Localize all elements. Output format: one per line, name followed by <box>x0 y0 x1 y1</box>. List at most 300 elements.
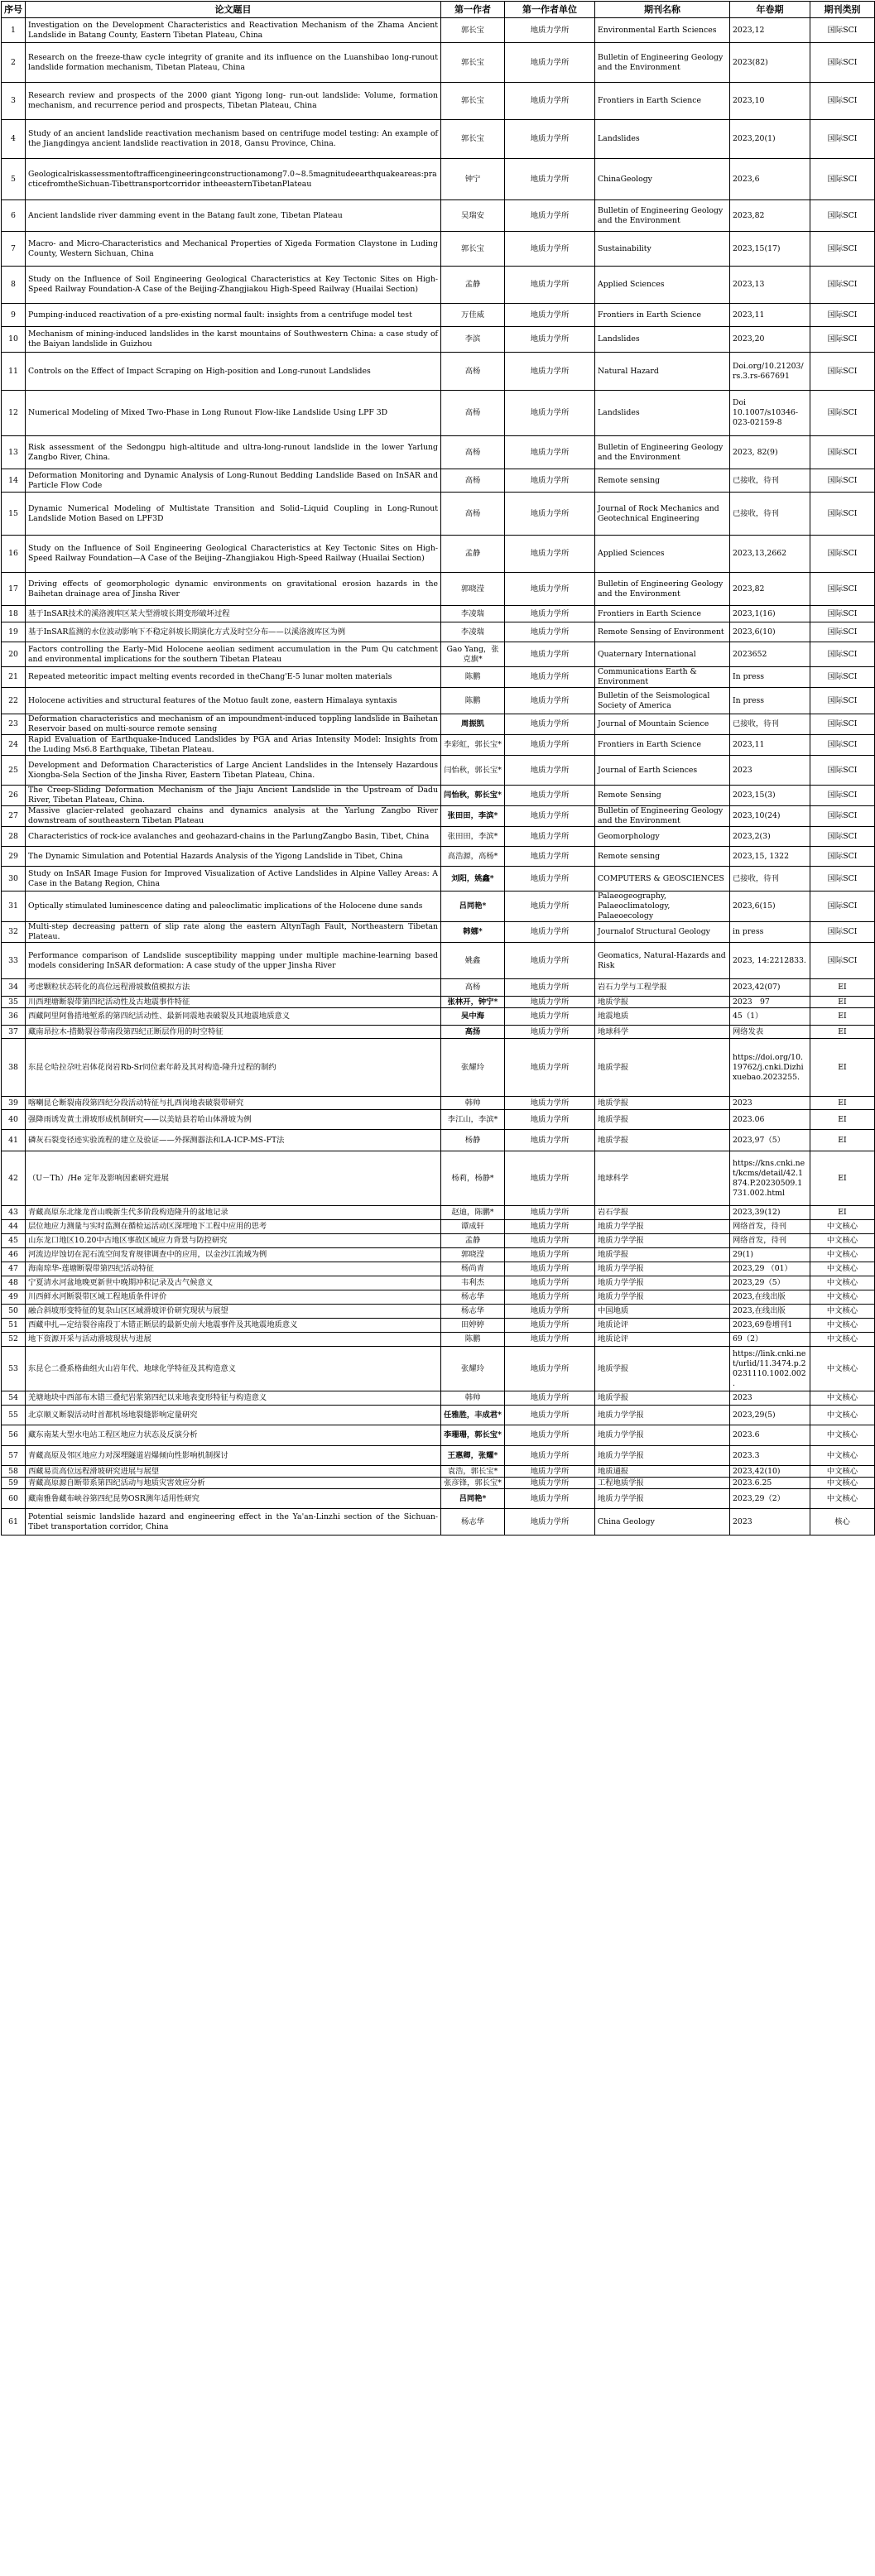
row-number: 48 <box>2 1276 26 1290</box>
author-unit: 地质力学所 <box>505 1478 595 1489</box>
journal-category: 国际SCI <box>810 735 875 756</box>
table-row <box>2 1026 875 1039</box>
journal-name: Bulletin of Engineering Geology and the Environment <box>595 43 730 83</box>
journal-category: 国际SCI <box>810 667 875 688</box>
year-volume: 2023.06 <box>730 1110 810 1130</box>
year-volume: 69（2） <box>730 1333 810 1347</box>
paper-title: Macro- and Micro-Characteristics and Mechanical Properties of Xigeda Formation Claystone in Luding County, Western Sichuan, China <box>26 232 441 267</box>
year-volume: 2023,15(3) <box>730 786 810 806</box>
first-author: 韩帅 <box>441 1097 505 1110</box>
year-volume: 2023,15, 1322 <box>730 847 810 867</box>
author-unit: 地质力学所 <box>505 353 595 391</box>
first-author: 张耀玲 <box>441 1347 505 1391</box>
year-volume: 2023.3 <box>730 1446 810 1466</box>
header-journal: 期刊名称 <box>595 2 730 18</box>
journal-name: 地质学报 <box>595 1039 730 1097</box>
table-row <box>2 667 875 688</box>
author-unit: 地质力学所 <box>505 847 595 867</box>
journal-category: 核心 <box>810 1509 875 1536</box>
author-unit: 地质力学所 <box>505 1509 595 1536</box>
first-author: 杨志华 <box>441 1290 505 1305</box>
paper-title: Dynamic Numerical Modeling of Multistate Transition and Solid–Liquid Coupling in Long-Runout Landslide Motion Based on LPF3D <box>26 493 441 536</box>
table-row <box>2 159 875 200</box>
journal-name: Palaeogeography, Palaeoclimatology, Palaeoecology <box>595 892 730 922</box>
journal-category: EI <box>810 1039 875 1097</box>
journal-category: 中文核心 <box>810 1262 875 1276</box>
first-author: 杨志华 <box>441 1305 505 1319</box>
table-row <box>2 436 875 469</box>
table-row <box>2 847 875 867</box>
first-author: 吕同艳* <box>441 892 505 922</box>
journal-name: 地质通报 <box>595 1466 730 1478</box>
journal-name: Journal of Rock Mechanics and Geotechnical Engineering <box>595 493 730 536</box>
table-row <box>2 493 875 536</box>
first-author: 李滨 <box>441 327 505 353</box>
journal-category: 国际SCI <box>810 327 875 353</box>
row-number: 24 <box>2 735 26 756</box>
paper-title: Ancient landslide river damming event in the Batang fault zone, Tibetan Plateau <box>26 200 441 232</box>
journal-name: Geomorphology <box>595 827 730 847</box>
year-volume: 2023(82) <box>730 43 810 83</box>
journal-category: 国际SCI <box>810 493 875 536</box>
journal-category: EI <box>810 1206 875 1220</box>
journal-name: 地质学报 <box>595 1097 730 1110</box>
journal-name: Applied Sciences <box>595 267 730 304</box>
author-unit: 地质力学所 <box>505 1039 595 1097</box>
paper-title: The Dynamic Simulation and Potential Hazards Analysis of the Yigong Landslide in Tibet, China <box>26 847 441 867</box>
year-volume: 已接收，待刊 <box>730 867 810 892</box>
first-author: 高杨 <box>441 493 505 536</box>
author-unit: 地质力学所 <box>505 1290 595 1305</box>
journal-name: 地质学报 <box>595 1110 730 1130</box>
row-number: 7 <box>2 232 26 267</box>
journal-name: Environmental Earth Sciences <box>595 18 730 43</box>
journal-name: Journal of Earth Sciences <box>595 756 730 786</box>
table-row <box>2 892 875 922</box>
first-author: 高杨 <box>441 436 505 469</box>
year-volume: 网络发表 <box>730 1026 810 1039</box>
table-row <box>2 1039 875 1097</box>
year-volume: 2023,11 <box>730 735 810 756</box>
paper-title: Rapid Evaluation of Earthquake-Induced Landslides by PGA and Arias Intensity Model: Insights from the Luding Ms6.8 Earthquake, Tibetan Plateau. <box>26 735 441 756</box>
journal-name: 地球科学 <box>595 1151 730 1206</box>
year-volume: 2023 <box>730 1509 810 1536</box>
journal-name: 地质学报 <box>595 1248 730 1262</box>
table-row <box>2 304 875 327</box>
publication-table <box>1 1 875 1536</box>
first-author: 钟宁 <box>441 159 505 200</box>
first-author: 郭长宝 <box>441 43 505 83</box>
row-number: 52 <box>2 1333 26 1347</box>
year-volume: 29(1) <box>730 1248 810 1262</box>
author-unit: 地质力学所 <box>505 200 595 232</box>
first-author: 张林开，钟宁* <box>441 997 505 1008</box>
journal-name: Sustainability <box>595 232 730 267</box>
author-unit: 地质力学所 <box>505 1406 595 1425</box>
table-row <box>2 1276 875 1290</box>
author-unit: 地质力学所 <box>505 714 595 735</box>
table-row <box>2 943 875 979</box>
first-author: 李凌瑞 <box>441 622 505 642</box>
paper-title: 川西理塘断裂带第四纪活动性及古地震事件特征 <box>26 997 441 1008</box>
paper-title: Mechanism of mining-induced landslides in the karst mountains of Southwestern China: a case study of the Baiyan landslide in Guizhou <box>26 327 441 353</box>
row-number: 18 <box>2 606 26 622</box>
table-row <box>2 1234 875 1248</box>
paper-title: 层位地应力测量与实时监测在循检运活动区深埋地下工程中应用的思考 <box>26 1220 441 1234</box>
table-row <box>2 1347 875 1391</box>
journal-category: 中文核心 <box>810 1290 875 1305</box>
journal-category: 国际SCI <box>810 642 875 667</box>
first-author: 万佳威 <box>441 304 505 327</box>
first-author: 周振凯 <box>441 714 505 735</box>
journal-category: 中文核心 <box>810 1489 875 1509</box>
table-row <box>2 1425 875 1446</box>
row-number: 46 <box>2 1248 26 1262</box>
row-number: 61 <box>2 1509 26 1536</box>
journal-category: 国际SCI <box>810 827 875 847</box>
table-row <box>2 1262 875 1276</box>
journal-category: 国际SCI <box>810 786 875 806</box>
first-author: 陈鹏 <box>441 667 505 688</box>
author-unit: 地质力学所 <box>505 120 595 159</box>
table-row <box>2 606 875 622</box>
journal-category: 国际SCI <box>810 436 875 469</box>
row-number: 15 <box>2 493 26 536</box>
header-no: 序号 <box>2 2 26 18</box>
journal-name: 地质力学学报 <box>595 1489 730 1509</box>
journal-name: Remote sensing <box>595 847 730 867</box>
journal-name: Bulletin of Engineering Geology and the Environment <box>595 806 730 827</box>
table-row <box>2 1206 875 1220</box>
journal-category: 国际SCI <box>810 922 875 943</box>
journal-name: Applied Sciences <box>595 536 730 573</box>
year-volume: 45（1） <box>730 1008 810 1026</box>
journal-name: 工程地质学报 <box>595 1478 730 1489</box>
journal-name: 地质力学学报 <box>595 1425 730 1446</box>
table-row <box>2 714 875 735</box>
journal-category: 国际SCI <box>810 943 875 979</box>
first-author: Gao Yang，张克旗* <box>441 642 505 667</box>
row-number: 56 <box>2 1425 26 1446</box>
journal-category: 中文核心 <box>810 1319 875 1333</box>
header-journal-category: 期刊类别 <box>810 2 875 18</box>
row-number: 33 <box>2 943 26 979</box>
row-number: 45 <box>2 1234 26 1248</box>
author-unit: 地质力学所 <box>505 979 595 997</box>
journal-category: 国际SCI <box>810 892 875 922</box>
table-row <box>2 979 875 997</box>
paper-title: 海南琼华-莲塘断裂带第四纪活动特征 <box>26 1262 441 1276</box>
paper-title: Investigation on the Development Characteristics and Reactivation Mechanism of the Zhama Ancient Landslide in Batang County, Eastern Tibetan Plateau, China <box>26 18 441 43</box>
table-row <box>2 327 875 353</box>
table-row <box>2 1466 875 1478</box>
journal-category: EI <box>810 997 875 1008</box>
year-volume: 2023,82 <box>730 200 810 232</box>
table-row <box>2 536 875 573</box>
journal-category: 国际SCI <box>810 847 875 867</box>
journal-category: 中文核心 <box>810 1234 875 1248</box>
first-author: 郭长宝 <box>441 120 505 159</box>
journal-name: Frontiers in Earth Science <box>595 304 730 327</box>
first-author: 杨莉，杨静* <box>441 1151 505 1206</box>
row-number: 39 <box>2 1097 26 1110</box>
row-number: 32 <box>2 922 26 943</box>
table-row <box>2 756 875 786</box>
first-author: 郭长宝 <box>441 83 505 120</box>
row-number: 28 <box>2 827 26 847</box>
author-unit: 地质力学所 <box>505 1425 595 1446</box>
author-unit: 地质力学所 <box>505 1248 595 1262</box>
paper-title: 青藏高原源自断带系第四纪活动与地质灾害效应分析 <box>26 1478 441 1489</box>
paper-title: 基于InSAR技术的溪洛渡库区某大型滑坡长期变形破坏过程 <box>26 606 441 622</box>
year-volume: 2023652 <box>730 642 810 667</box>
row-number: 34 <box>2 979 26 997</box>
year-volume: 2023,6(10) <box>730 622 810 642</box>
first-author: 谭成轩 <box>441 1220 505 1234</box>
journal-category: 国际SCI <box>810 469 875 493</box>
table-row <box>2 267 875 304</box>
table-row <box>2 200 875 232</box>
first-author: 郭晓滢 <box>441 1248 505 1262</box>
paper-title: Performance comparison of Landslide susceptibility mapping under multiple machine-learning based models considering InSAR deformation: A case study of the upper Jinsha River <box>26 943 441 979</box>
journal-category: 国际SCI <box>810 688 875 714</box>
table-row <box>2 827 875 847</box>
journal-name: 地质力学学报 <box>595 1276 730 1290</box>
year-volume: 2023 <box>730 1391 810 1406</box>
first-author: 韦利杰 <box>441 1276 505 1290</box>
table-row <box>2 18 875 43</box>
paper-title: 基于InSAR监测的水位波动影响下不稳定斜坡长期演化方式及时空分布——以溪洛渡库区为例 <box>26 622 441 642</box>
journal-name: Landslides <box>595 327 730 353</box>
journal-name: 岩石学报 <box>595 1206 730 1220</box>
row-number: 43 <box>2 1206 26 1220</box>
journal-name: Bulletin of Engineering Geology and the Environment <box>595 436 730 469</box>
first-author: 吴中海 <box>441 1008 505 1026</box>
year-volume: 2023,20(1) <box>730 120 810 159</box>
paper-title: 藏南昂拉木-措勤裂谷带南段第四纪正断层作用的时空特征 <box>26 1026 441 1039</box>
row-number: 16 <box>2 536 26 573</box>
journal-name: Frontiers in Earth Science <box>595 735 730 756</box>
row-number: 31 <box>2 892 26 922</box>
journal-category: EI <box>810 1026 875 1039</box>
paper-title: Characteristics of rock-ice avalanches and geohazard-chains in the ParlungZangbo Basin, Tibet, China <box>26 827 441 847</box>
row-number: 25 <box>2 756 26 786</box>
year-volume: 2023, 14:2212833. <box>730 943 810 979</box>
author-unit: 地质力学所 <box>505 943 595 979</box>
paper-title: Development and Deformation Characteristics of Large Ancient Landslides in the Intensely Hazardous Xiongba-Sela Section of the Jinsha River, Eastern Tibetan Plateau, China. <box>26 756 441 786</box>
table-row <box>2 120 875 159</box>
journal-name: Remote sensing <box>595 469 730 493</box>
table-row <box>2 353 875 391</box>
row-number: 8 <box>2 267 26 304</box>
year-volume: 网络首发，待刊 <box>730 1234 810 1248</box>
table-row <box>2 1151 875 1206</box>
paper-title: 川西鲜水河断裂带区域工程地质条件评价 <box>26 1290 441 1305</box>
table-row <box>2 1220 875 1234</box>
author-unit: 地质力学所 <box>505 536 595 573</box>
journal-name: 地质力学学报 <box>595 1262 730 1276</box>
author-unit: 地质力学所 <box>505 1391 595 1406</box>
year-volume: 2023,2(3) <box>730 827 810 847</box>
first-author: 杨志华 <box>441 1509 505 1536</box>
journal-category: EI <box>810 1097 875 1110</box>
author-unit: 地质力学所 <box>505 997 595 1008</box>
author-unit: 地质力学所 <box>505 1234 595 1248</box>
row-number: 22 <box>2 688 26 714</box>
journal-category: 中文核心 <box>810 1446 875 1466</box>
author-unit: 地质力学所 <box>505 1319 595 1333</box>
year-volume: 2023 97 <box>730 997 810 1008</box>
journal-category: 国际SCI <box>810 200 875 232</box>
author-unit: 地质力学所 <box>505 756 595 786</box>
journal-category: EI <box>810 1110 875 1130</box>
paper-title: 融合斜坡形变特征的复杂山区区域滑坡评价研究现状与展望 <box>26 1305 441 1319</box>
author-unit: 地质力学所 <box>505 1220 595 1234</box>
journal-category: 国际SCI <box>810 867 875 892</box>
header-row <box>2 2 875 18</box>
journal-name: Remote Sensing <box>595 786 730 806</box>
table-row <box>2 391 875 436</box>
row-number: 37 <box>2 1026 26 1039</box>
row-number: 41 <box>2 1130 26 1151</box>
author-unit: 地质力学所 <box>505 1347 595 1391</box>
paper-title: Potential seismic landslide hazard and engineering effect in the Ya'an-Linzhi section of the Sichuan-Tibet transportation corridor, China <box>26 1509 441 1536</box>
first-author: 田婷婷 <box>441 1319 505 1333</box>
journal-name: Frontiers in Earth Science <box>595 83 730 120</box>
journal-name: Journal of Mountain Science <box>595 714 730 735</box>
first-author: 郭长宝 <box>441 232 505 267</box>
table-row <box>2 1446 875 1466</box>
first-author: 韩娜* <box>441 922 505 943</box>
table-row <box>2 1097 875 1110</box>
table-row <box>2 1110 875 1130</box>
first-author: 高杨 <box>441 391 505 436</box>
row-number: 50 <box>2 1305 26 1319</box>
year-volume: 2023,29 （01） <box>730 1262 810 1276</box>
journal-category: EI <box>810 1151 875 1206</box>
author-unit: 地质力学所 <box>505 304 595 327</box>
author-unit: 地质力学所 <box>505 606 595 622</box>
journal-category: 国际SCI <box>810 159 875 200</box>
row-number: 36 <box>2 1008 26 1026</box>
paper-title: 北京顺义断裂活动时首都机场地裂缝影响定量研究 <box>26 1406 441 1425</box>
year-volume: 2023,6(15) <box>730 892 810 922</box>
year-volume: 2023,15(17) <box>730 232 810 267</box>
year-volume: 2023,82 <box>730 573 810 606</box>
paper-title: 山东龙口地区10.20中古地区事故区域应力背景与防控研究 <box>26 1234 441 1248</box>
table-row <box>2 867 875 892</box>
year-volume: 2023.6.25 <box>730 1478 810 1489</box>
paper-title: 羌塘地块中西部布木错三叠纪岩浆第四纪以来地表变形特征与构造意义 <box>26 1391 441 1406</box>
author-unit: 地质力学所 <box>505 827 595 847</box>
author-unit: 地质力学所 <box>505 1262 595 1276</box>
first-author: 闫怡秋，郭长宝* <box>441 786 505 806</box>
year-volume: 2023,42(07) <box>730 979 810 997</box>
author-unit: 地质力学所 <box>505 922 595 943</box>
paper-title: 宁夏清水河盆地晚更新世中晚期冲积记录及古气候意义 <box>26 1276 441 1290</box>
year-volume: 已接收，待刊 <box>730 469 810 493</box>
header-first-author: 第一作者 <box>441 2 505 18</box>
row-number: 30 <box>2 867 26 892</box>
first-author: 韩帅 <box>441 1391 505 1406</box>
journal-category: 国际SCI <box>810 304 875 327</box>
table-row <box>2 1509 875 1536</box>
row-number: 58 <box>2 1466 26 1478</box>
journal-name: 地质学报 <box>595 1130 730 1151</box>
first-author: 李江山，李滨* <box>441 1110 505 1130</box>
paper-title: Research on the freeze-thaw cycle integrity of granite and its influence on the Luanshibao long-runout landslide formation mechanism, Tibetan Plateau, China <box>26 43 441 83</box>
table-row <box>2 1406 875 1425</box>
table-row <box>2 922 875 943</box>
paper-title: 藏东南某大型水电站工程区地应力状态及反演分析 <box>26 1425 441 1446</box>
first-author: 吕同艳* <box>441 1489 505 1509</box>
year-volume: Doi.org/10.21203/rs.3.rs-667691 <box>730 353 810 391</box>
first-author: 李凌瑞 <box>441 606 505 622</box>
first-author: 陈鹏 <box>441 688 505 714</box>
paper-title: 地下资源开采与活动滑坡现状与进展 <box>26 1333 441 1347</box>
journal-category: EI <box>810 1008 875 1026</box>
table-row <box>2 1489 875 1509</box>
first-author: 闫怡秋，郭长宝* <box>441 756 505 786</box>
journal-name: Remote Sensing of Environment <box>595 622 730 642</box>
row-number: 14 <box>2 469 26 493</box>
first-author: 李珊珊，郭长宝* <box>441 1425 505 1446</box>
row-number: 55 <box>2 1406 26 1425</box>
row-number: 12 <box>2 391 26 436</box>
paper-title: The Creep-Sliding Deformation Mechanism of the Jiaju Ancient Landslide in the Upstream of Dadu River, Tibetan Plateau, China. <box>26 786 441 806</box>
journal-name: 地质论评 <box>595 1333 730 1347</box>
year-volume: 2023,10(24) <box>730 806 810 827</box>
year-volume: 2023,29(5) <box>730 1406 810 1425</box>
row-number: 59 <box>2 1478 26 1489</box>
journal-name: 地质力学学报 <box>595 1406 730 1425</box>
table-row <box>2 469 875 493</box>
paper-title: Study on the Influence of Soil Engineering Geological Characteristics at Key Tectonic Sites on High-Speed Railway Foundation-A Case of the Beijing-Zhangjiakou High-Speed Railway (Huailai Section) <box>26 267 441 304</box>
author-unit: 地质力学所 <box>505 573 595 606</box>
author-unit: 地质力学所 <box>505 43 595 83</box>
table-row <box>2 1391 875 1406</box>
journal-name: 地质学报 <box>595 1347 730 1391</box>
paper-title: 西藏易贡高位远程滑坡研究进展与展望 <box>26 1466 441 1478</box>
first-author: 高浩源，高杨* <box>441 847 505 867</box>
journal-category: 国际SCI <box>810 232 875 267</box>
journal-name: 地质学报 <box>595 997 730 1008</box>
paper-title: 西藏阿里阿鲁措地堑系的第四纪活动性、最新同震地表破裂及其地震地质意义 <box>26 1008 441 1026</box>
year-volume: 2023,10 <box>730 83 810 120</box>
journal-category: 国际SCI <box>810 806 875 827</box>
year-volume: 2023,在线出版 <box>730 1305 810 1319</box>
first-author: 张田田，李滨* <box>441 806 505 827</box>
year-volume: 已接收，待刊 <box>730 493 810 536</box>
author-unit: 地质力学所 <box>505 267 595 304</box>
year-volume: 2023,42(10) <box>730 1466 810 1478</box>
journal-name: 地质力学学报 <box>595 1234 730 1248</box>
year-volume: 2023,11 <box>730 304 810 327</box>
paper-title: Massive glacier-related geohazard chains and dynamics analysis at the Yarlung Zangbo River downstream of southeastern Tibetan Plateau <box>26 806 441 827</box>
year-volume: https://kns.cnki.net/kcms/detail/42.1874.P.20230509.1731.002.html <box>730 1151 810 1206</box>
paper-title: Geologicalriskassessmentoftrafficengineeringconstructionamong7.0~8.5magnitudeearthquakeareas:practicefromtheSichuan-Tibettransportcorridor intheeasternTibetanPlateau <box>26 159 441 200</box>
journal-category: 中文核心 <box>810 1478 875 1489</box>
year-volume: 已接收，待刊 <box>730 714 810 735</box>
table-row <box>2 232 875 267</box>
first-author: 吴瑞安 <box>441 200 505 232</box>
author-unit: 地质力学所 <box>505 232 595 267</box>
row-number: 6 <box>2 200 26 232</box>
header-year-volume: 年卷期 <box>730 2 810 18</box>
first-author: 袁浩，郭长宝* <box>441 1466 505 1478</box>
row-number: 42 <box>2 1151 26 1206</box>
first-author: 杨静 <box>441 1130 505 1151</box>
